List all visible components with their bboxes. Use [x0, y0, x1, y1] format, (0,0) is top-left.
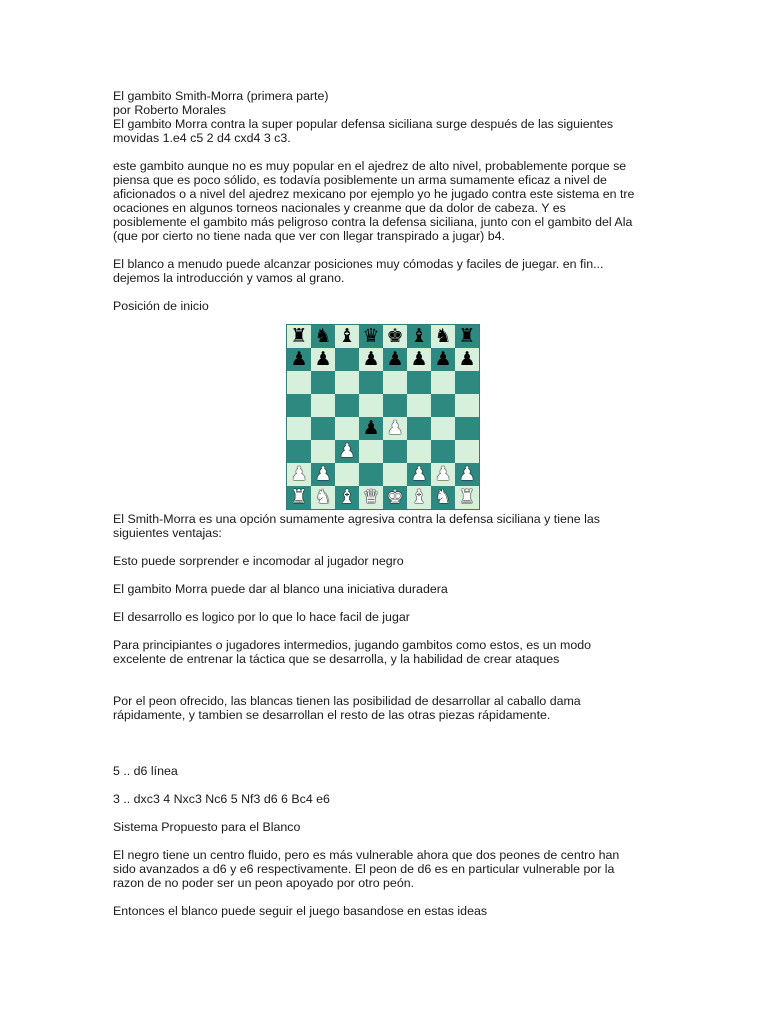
chess-board: [286, 324, 480, 510]
square-f6: [407, 371, 431, 394]
black-pawn-icon: ♟: [362, 417, 380, 439]
white-queen-icon: ♛: [362, 486, 380, 508]
black-pawn-icon: ♟: [410, 348, 428, 370]
paragraph-beginners: Para principiantes o jugadores intermedios, jugando gambitos como estos, es un modo excelente de entrenar la táctica que se desarrolla, y la habilidad de crear ataques: [113, 638, 592, 666]
white-pawn-icon: ♟: [458, 463, 476, 485]
square-f2: [407, 463, 431, 486]
square-g7: [431, 348, 455, 371]
square-b2: [311, 463, 335, 486]
square-h8: [455, 325, 479, 348]
white-king-icon: ♚: [386, 486, 404, 508]
square-a7: [287, 348, 311, 371]
white-bishop-icon: ♝: [410, 486, 428, 508]
square-b6: [311, 371, 335, 394]
square-h2: [455, 463, 479, 486]
square-a4: [287, 417, 311, 440]
square-f3: [407, 440, 431, 463]
square-d7: [359, 348, 383, 371]
square-b8: [311, 325, 335, 348]
square-b4: [311, 417, 335, 440]
square-c8: [335, 325, 359, 348]
square-c7: [335, 348, 359, 371]
square-h7: [455, 348, 479, 371]
square-g8: [431, 325, 455, 348]
black-bishop-icon: ♝: [410, 325, 428, 347]
paragraph-pawn-offered: Por el peon ofrecido, las blancas tienen las posibilidad de desarrollar al caballo dama rápidamente, y tambien se desarrollan el resto de las otras piezas rápidamente.: [113, 694, 581, 722]
square-c2: [335, 463, 359, 486]
black-bishop-icon: ♝: [338, 325, 356, 347]
system-heading: Sistema Propuesto para el Blanco: [113, 820, 301, 834]
square-a6: [287, 371, 311, 394]
advantage-surprise: Esto puede sorprender e incomodar al jugador negro: [113, 554, 404, 568]
square-e6: [383, 371, 407, 394]
white-knight-icon: ♞: [434, 486, 452, 508]
article: [113, 89, 653, 918]
line-heading: 5 .. d6 línea: [113, 764, 178, 778]
square-f4: [407, 417, 431, 440]
square-e2: [383, 463, 407, 486]
white-pawn-icon: ♟: [338, 440, 356, 462]
paragraph-ideas: Entonces el blanco puede seguir el juego basandose en estas ideas: [113, 904, 488, 918]
square-a5: [287, 394, 311, 417]
square-g3: [431, 440, 455, 463]
square-f1: [407, 486, 431, 509]
square-g5: [431, 394, 455, 417]
white-pawn-icon: ♟: [290, 463, 308, 485]
white-pawn-icon: ♟: [314, 463, 332, 485]
square-d3: [359, 440, 383, 463]
square-b5: [311, 394, 335, 417]
square-a2: [287, 463, 311, 486]
white-pawn-icon: ♟: [434, 463, 452, 485]
square-b3: [311, 440, 335, 463]
square-e7: [383, 348, 407, 371]
square-d4: [359, 417, 383, 440]
square-g6: [431, 371, 455, 394]
square-b1: [311, 486, 335, 509]
black-pawn-icon: ♟: [434, 348, 452, 370]
black-pawn-icon: ♟: [386, 348, 404, 370]
paragraph-advantages: El Smith-Morra es una opción sumamente agresiva contra la defensa siciliana y tiene las siguientes ventajas:: [113, 512, 600, 540]
white-knight-icon: ♞: [314, 486, 332, 508]
advantage-initiative: El gambito Morra puede dar al blanco una iniciativa duradera: [113, 582, 448, 596]
black-pawn-icon: ♟: [458, 348, 476, 370]
square-d6: [359, 371, 383, 394]
article-author: por Roberto Morales: [113, 103, 226, 117]
square-h3: [455, 440, 479, 463]
square-a1: [287, 486, 311, 509]
square-g4: [431, 417, 455, 440]
black-pawn-icon: ♟: [314, 348, 332, 370]
square-g1: [431, 486, 455, 509]
square-d8: [359, 325, 383, 348]
square-c6: [335, 371, 359, 394]
white-bishop-icon: ♝: [338, 486, 356, 508]
square-d5: [359, 394, 383, 417]
square-c4: [335, 417, 359, 440]
black-queen-icon: ♛: [362, 325, 380, 347]
square-h6: [455, 371, 479, 394]
chess-diagram: [113, 324, 653, 510]
square-b7: [311, 348, 335, 371]
article-title: El gambito Smith-Morra (primera parte): [113, 89, 329, 103]
square-f5: [407, 394, 431, 417]
advantage-development: El desarrollo es logico por lo que lo hace facil de jugar: [113, 610, 410, 624]
square-c5: [335, 394, 359, 417]
black-pawn-icon: ♟: [290, 348, 308, 370]
black-knight-icon: ♞: [314, 325, 332, 347]
paragraph-level: este gambito aunque no es muy popular en el ajedrez de alto nivel, probablemente porque se piensa que es poco sólido, es todavía posiblemente un arma sumamente eficaz a nivel de aficionados o a nivel del ajedrez mexicano por ejemplo yo he jugado contra este sistema en tre ocaciones en algunos torneos nacionales y creanme que da dolor de cabeza. Y es posiblemente el gambito más peligroso contra la defensa siciliana, junto con el gambito del Ala (que por cierto no tiene nada que ver con llegar transpirado a jugar) b4.: [113, 159, 635, 243]
square-h4: [455, 417, 479, 440]
square-h5: [455, 394, 479, 417]
square-f8: [407, 325, 431, 348]
white-rook-icon: ♜: [290, 486, 308, 508]
black-knight-icon: ♞: [434, 325, 452, 347]
square-c1: [335, 486, 359, 509]
white-rook-icon: ♜: [458, 486, 476, 508]
white-pawn-icon: ♟: [410, 463, 428, 485]
square-d2: [359, 463, 383, 486]
black-pawn-icon: ♟: [362, 348, 380, 370]
square-h1: [455, 486, 479, 509]
square-c3: [335, 440, 359, 463]
square-g2: [431, 463, 455, 486]
square-e8: [383, 325, 407, 348]
square-a8: [287, 325, 311, 348]
square-a3: [287, 440, 311, 463]
black-rook-icon: ♜: [290, 325, 308, 347]
paragraph-positions: El blanco a menudo puede alcanzar posiciones muy cómodas y faciles de juegar. en fin... dejemos la introducción y vamos al grano.: [113, 257, 604, 285]
square-d1: [359, 486, 383, 509]
black-rook-icon: ♜: [458, 325, 476, 347]
square-e3: [383, 440, 407, 463]
square-e1: [383, 486, 407, 509]
square-e4: [383, 417, 407, 440]
move-sequence: 3 .. dxc3 4 Nxc3 Nc6 5 Nf3 d6 6 Bc4 e6: [113, 792, 330, 806]
paragraph-center: El negro tiene un centro fluido, pero es más vulnerable ahora que dos peones de centro han sido avanzados a d6 y e6 respectivamente. El peon de d6 es en particular vulnerable por la razon de no poder ser un peon apoyado por otro peón.: [113, 848, 620, 890]
position-caption: Posición de inicio: [113, 299, 209, 313]
intro-paragraph: El gambito Morra contra la super popular defensa siciliana surge después de las siguientes movidas 1.e4 c5 2 d4 cxd4 3 c3.: [113, 117, 614, 145]
black-king-icon: ♚: [386, 325, 404, 347]
square-f7: [407, 348, 431, 371]
white-pawn-icon: ♟: [386, 417, 404, 439]
square-e5: [383, 394, 407, 417]
